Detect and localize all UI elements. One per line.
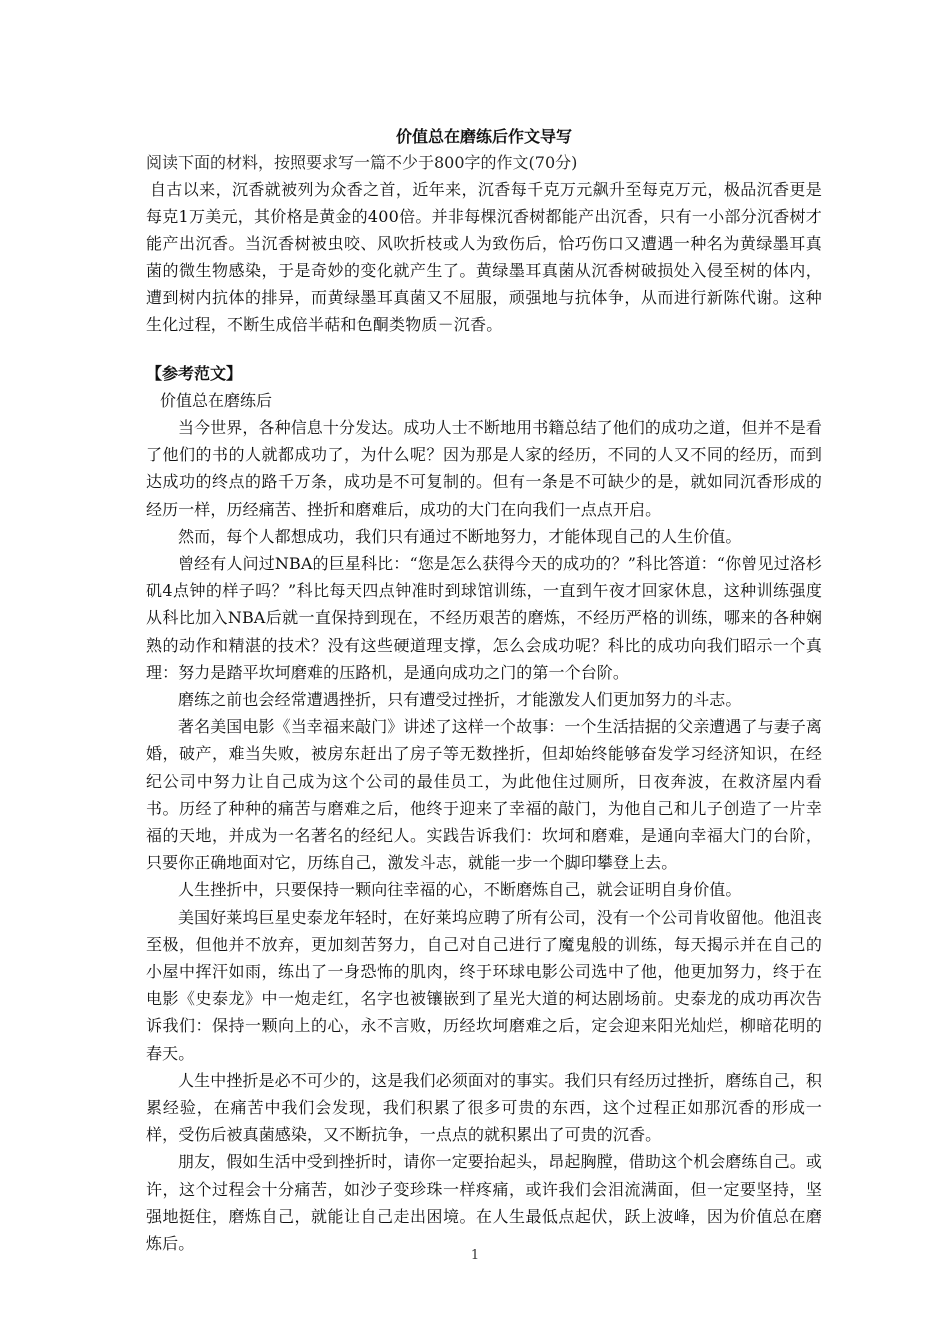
reading-material: 自古以来，沉香就被列为众香之首，近年来，沉香每千克万元飙升至每克万元，极品沉香更是每克1万美元，其价格是黄金的400倍。并非每棵沉香树都能产出沉香，只有一小部分沉香树才能产出沉香。当沉香树被虫咬、风吹折枝或人为致伤后，恰巧伤口又遭遇一种名为黄绿墨耳真菌的微生物感染，于是奇妙的变化就产生了。黄绿墨耳真菌从沉香树破损处入侵至树的体内，遭到树内抗体的排异，而黄绿墨耳真菌又不屈服，顽强地与抗体争，从而进行新陈代谢。这种生化过程，不断生成倍半萜和色酮类物质－沉香。 <box>146 180 822 334</box>
essay-paragraph: 人生挫折中，只要保持一颗向往幸福的心，不断磨炼自己，就会证明自身价值。 <box>178 880 742 900</box>
document-page <box>146 124 822 1257</box>
essay-paragraph: 当今世界，各种信息十分发达。成功人士不断地用书籍总结了他们的成功之道，但并不是看了他们的书的人就都成功了，为什么呢？因为那是人家的经历，不同的人又不同的经历，而到达成功的终点的路千万条，成功是不可复制的。但有一条是不可缺少的是，就如同沉香形成的经历一样，历经痛苦、挫折和磨难后，成功的大门在向我们一点点开启。 <box>146 418 823 519</box>
writing-instruction: 阅读下面的材料，按照要求写一篇不少于800字的作文(70分) <box>146 153 578 172</box>
reference-essay-label: 【参考范文】 <box>146 364 243 383</box>
essay-paragraph: 朋友，假如生活中受到挫折时，请你一定要抬起头，昂起胸膛，借助这个机会磨练自己。或许，这个过程会十分痛苦，如沙子变珍珠一样疼痛，或许我们会泪流满面，但一定要坚持，坚强地挺住，磨炼自己，就能让自己走出困境。在人生最低点起伏，跃上波峰，因为价值总在磨炼后。 <box>146 1152 823 1254</box>
essay-paragraph: 美国好莱坞巨星史泰龙年轻时，在好莱坞应聘了所有公司，没有一个公司肯收留他。他沮丧至极，但他并不放弃，更加刻苦努力，自己对自己进行了魔鬼般的训练，每天揭示并在自己的小屋中挥汗如雨，练出了一身恐怖的肌肉，终于环球电影公司选中了他，他更加努力，终于在电影《史泰龙》中一炮走红，名字也被镶嵌到了星光大道的柯达剧场前。史泰龙的成功再次告诉我们：保持一颗向上的心，永不言败，历经坎坷磨难之后，定会迎来阳光灿烂，柳暗花明的春天。 <box>146 907 823 1063</box>
essay-paragraph: 磨练之前也会经常遭遇挫折，只有遭受过挫折，才能激发人们更加努力的斗志。 <box>178 690 742 710</box>
document-title: 价值总在磨练后作文导写 <box>395 127 572 146</box>
essay-paragraph: 著名美国电影《当幸福来敲门》讲述了这样一个故事：一个生活拮据的父亲遭遇了与妻子离婚，破产，难当失败，被房东赶出了房子等无数挫折，但却始终能够奋发学习经济知识，在经纪公司中努力让自己成为这个公司的最佳员工，为此他住过厕所，日夜奔波，在救济屋内看书。历经了种种的痛苦与磨难之后，他终于迎来了幸福的敲门，为他自己和儿子创造了一片幸福的天地，并成为一名著名的经纪人。实践告诉我们：坎坷和磨难，是通向幸福大门的台阶，只要你正确地面对它，历练自己，激发斗志，就能一步一个脚印攀登上去。 <box>146 717 823 873</box>
essay-paragraph: 曾经有人问过NBA的巨星科比：“您是怎么获得今天的成功的？”科比答道：“你曾见过洛杉矶4点钟的样子吗？”科比每天四点钟准时到球馆训练，一直到午夜才回家休息，这种训练强度从科比加入NBA后就一直保持到现在，不经历艰苦的磨炼，不经历严格的训练，哪来的各种娴熟的动作和精湛的技术？没有这些硬道理支撑，怎么会成功呢？科比的成功向我们昭示一个真理：努力是踏平坎坷磨难的压路机，是通向成功之门的第一个台阶。 <box>146 554 822 682</box>
section-gap <box>146 338 822 360</box>
essay-paragraph: 然而，每个人都想成功，我们只有通过不断地努力，才能体现自己的人生价值。 <box>178 526 742 546</box>
essay-title: 价值总在磨练后 <box>160 391 273 410</box>
page-number: 1 <box>470 1248 480 1263</box>
essay-paragraph: 人生中挫折是必不可少的，这是我们必须面对的事实。我们只有经历过挫折，磨练自己，积累经验，在痛苦中我们会发现，我们积累了很多可贵的东西，这个过程正如那沉香的形成一样，受伤后被真菌感染，又不断抗争，一点点的就积累出了可贵的沉香。 <box>146 1070 823 1145</box>
